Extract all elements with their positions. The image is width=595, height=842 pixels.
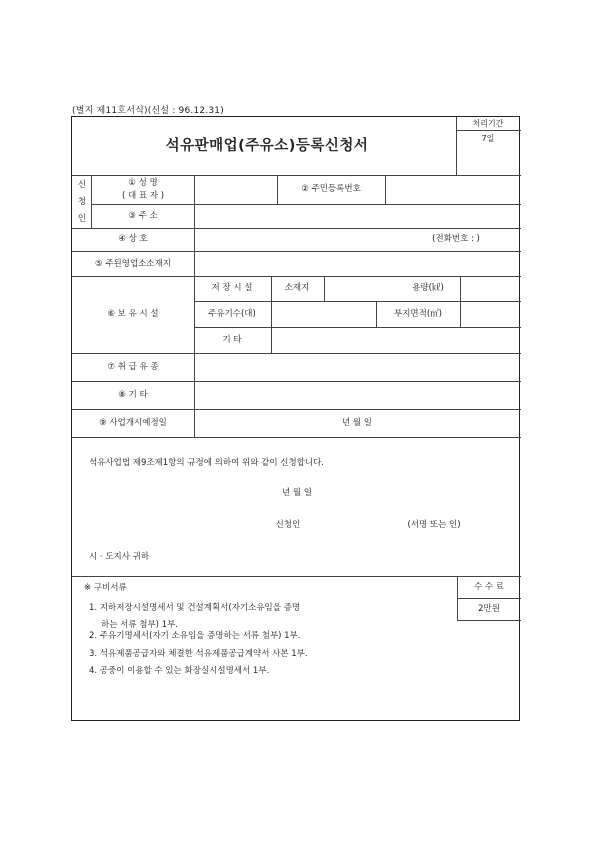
name-label: ① 성 명 — [128, 177, 158, 188]
applicant-char-1: 신 — [77, 179, 87, 190]
document-item: 3. 석유제품공급자와 체결한 석유제품공급계약서 사본 1부. — [89, 648, 308, 659]
document-item: 1. 지하저장시설명세서 및 건설계획서(자기소유임을 증명 — [89, 602, 301, 613]
document-item: 하는 서류 첨부) 1부. — [101, 619, 179, 630]
sign-date: 년 월 일 — [281, 487, 313, 498]
fee-label: 수 수 료 — [473, 581, 505, 592]
site-area-label: 부지면적(㎡) — [394, 308, 442, 319]
processing-period-label: 처리기간 — [472, 119, 504, 128]
fee-value: 2만원 — [478, 603, 500, 614]
start-date-ymd: 년 월 일 — [341, 417, 373, 428]
facilities-label: ⑥ 보 유 시 설 — [107, 308, 159, 319]
form-number: (별지 제11호서식)(신설 : 96.12.31) — [72, 106, 224, 116]
documents-heading: ※ 구비서류 — [84, 582, 127, 593]
other-label: ⑧ 기 타 — [118, 389, 148, 400]
capacity-label: 용량(㎘) — [412, 282, 444, 293]
document-item: 4. 공중이 이용할 수 있는 화장실시설명세서 1부. — [89, 665, 270, 676]
applicant-signature-label: 신청인 — [275, 519, 301, 530]
form-title: 석유판매업(주유소)등록신청서 — [165, 137, 369, 154]
storage-label: 저 장 시 설 — [211, 282, 253, 293]
signature-hint: (서명 또는 인) — [407, 519, 461, 530]
addressee: 시 · 도지사 귀하 — [89, 551, 150, 562]
application-statement: 석유사업법 제9조제1항의 규정에 의하여 위와 같이 신청합니다. — [89, 457, 325, 468]
pump-count-label: 주유기수(대) — [208, 308, 256, 319]
representative-label: ( 대 표 자 ) — [121, 190, 165, 201]
address-label: ③ 주 소 — [128, 210, 158, 221]
main-office-label: ⑤ 주된영업소소재지 — [94, 258, 172, 269]
start-date-label: ⑨ 사업개시예정일 — [99, 417, 167, 428]
location-label: 소재지 — [284, 282, 310, 293]
facility-other-label: 기 타 — [222, 334, 242, 345]
document-item: 2. 주유기명세서(자기 소유임을 증명하는 서류 첨부) 1부. — [89, 630, 301, 641]
applicant-char-2: 청 — [77, 196, 87, 207]
business-name-label: ④ 상 호 — [118, 233, 148, 244]
resident-number-label: ② 주민등록번호 — [301, 183, 361, 194]
applicant-char-3: 인 — [77, 213, 87, 224]
phone-label: (전화번호 : ) — [432, 233, 480, 244]
registration-form — [71, 116, 520, 721]
processing-period-value: 7일 — [481, 134, 495, 143]
fuel-type-label: ⑦ 취 급 유 종 — [107, 361, 159, 372]
